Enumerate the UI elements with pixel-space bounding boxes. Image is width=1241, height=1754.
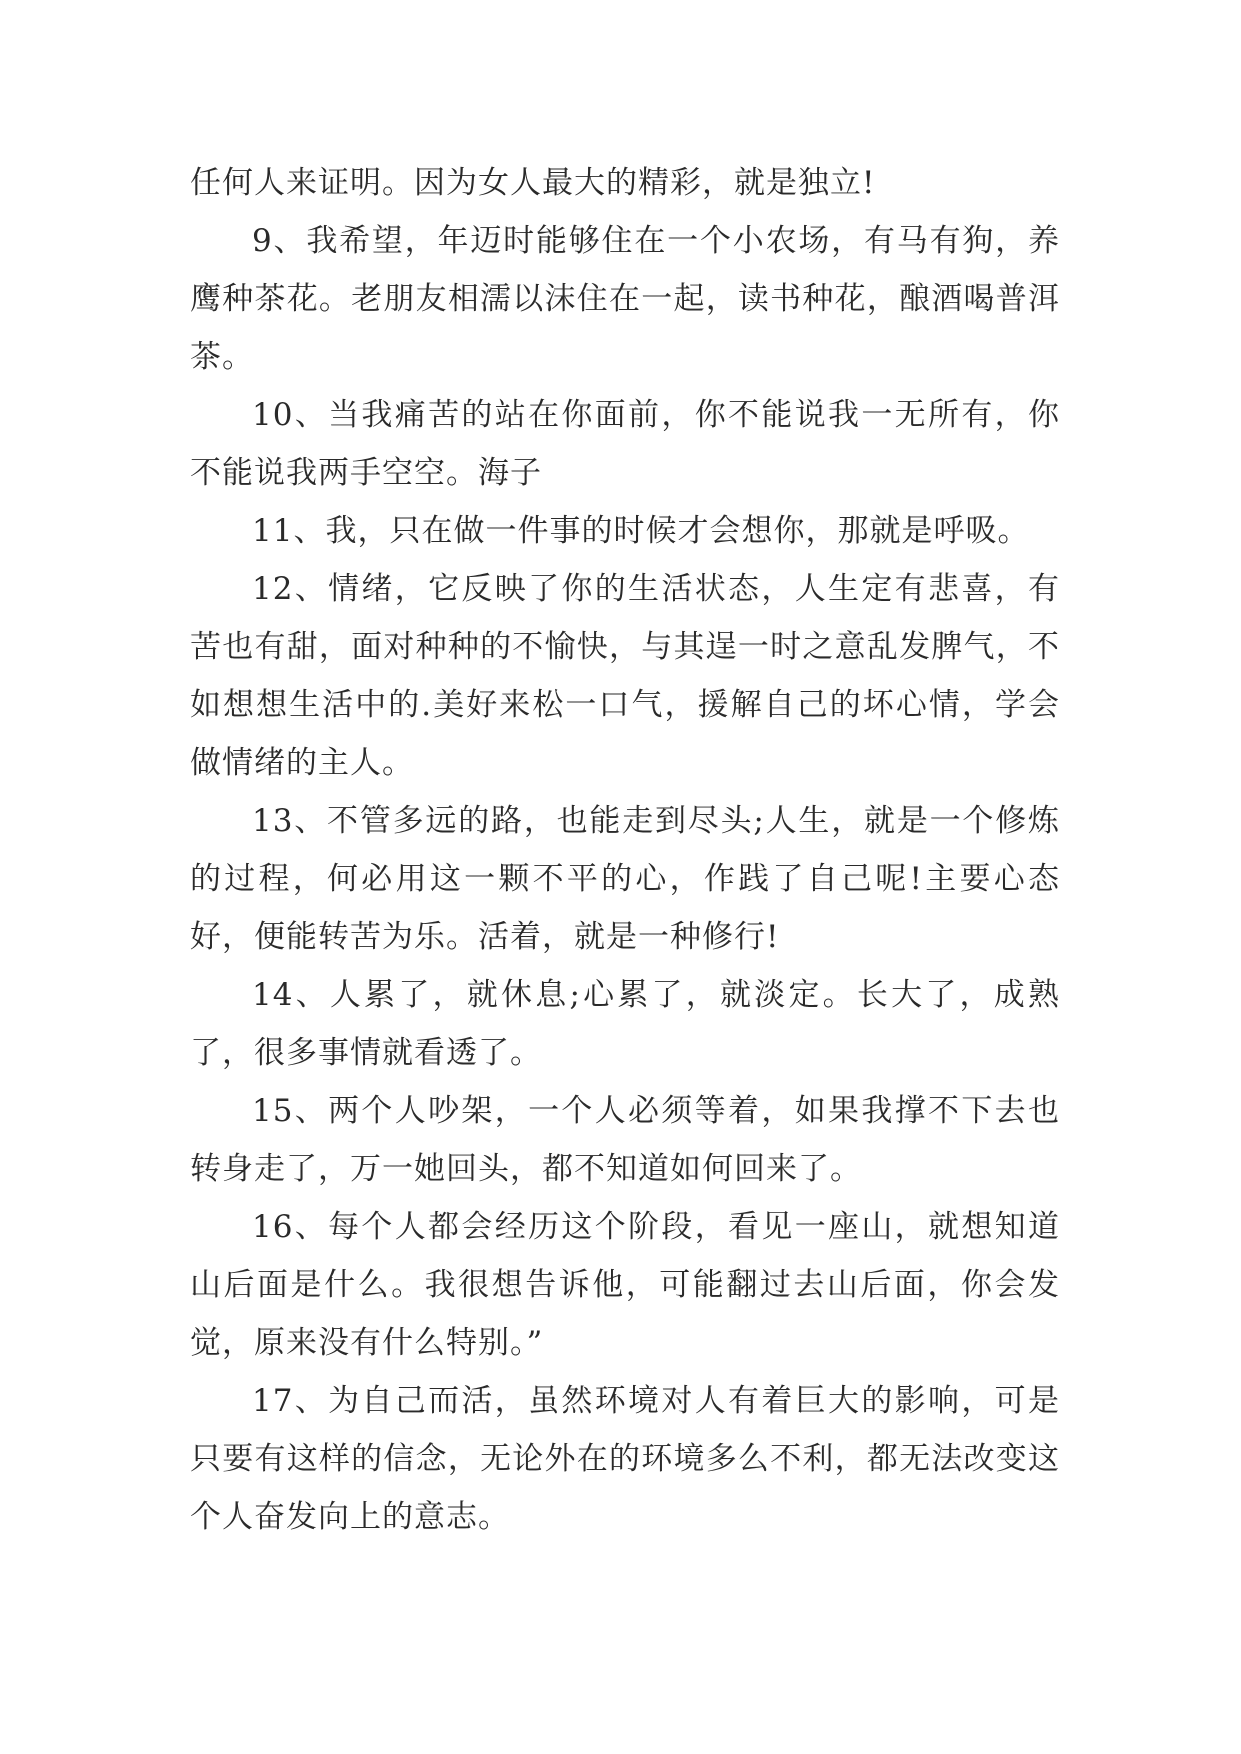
document-body [190,154,1060,1546]
paragraph-quote-13: 13、不管多远的路，也能走到尽头;人生，就是一个修炼的过程，何必用这一颗不平的心，作践了自己呢!主要心态好，便能转苦为乐。活着，就是一种修行! [190,803,1060,955]
paragraph-quote-9: 9、我希望，年迈时能够住在一个小农场，有马有狗，养鹰种茶花。老朋友相濡以沫住在一起，读书种花，酿酒喝普洱茶。 [190,223,1060,375]
paragraph-quote-16: 16、每个人都会经历这个阶段，看见一座山，就想知道山后面是什么。我很想告诉他，可能翻过去山后面，你会发觉，原来没有什么特别。” [190,1209,1060,1361]
paragraph-quote-11: 11、我，只在做一件事的时候才会想你，那就是呼吸。 [252,513,1030,549]
paragraph-quote-10: 10、当我痛苦的站在你面前，你不能说我一无所有，你不能说我两手空空。海子 [190,397,1060,491]
paragraph-quote-12: 12、情绪，它反映了你的生活状态，人生定有悲喜，有苦也有甜，面对种种的不愉快，与其逞一时之意乱发脾气，不如想想生活中的.美好来松一口气，援解自己的坏心情，学会做情绪的主人。 [190,571,1060,781]
paragraph-quote-14: 14、人累了，就休息;心累了，就淡定。长大了，成熟了，很多事情就看透了。 [190,977,1060,1071]
paragraph-quote-15: 15、两个人吵架，一个人必须等着，如果我撑不下去也转身走了，万一她回头，都不知道如何回来了。 [190,1093,1060,1187]
paragraph-continuation: 任何人来证明。因为女人最大的精彩，就是独立! [190,165,876,201]
paragraph-quote-17: 17、为自己而活，虽然环境对人有着巨大的影响，可是只要有这样的信念，无论外在的环境多么不利，都无法改变这个人奋发向上的意志。 [190,1383,1060,1535]
